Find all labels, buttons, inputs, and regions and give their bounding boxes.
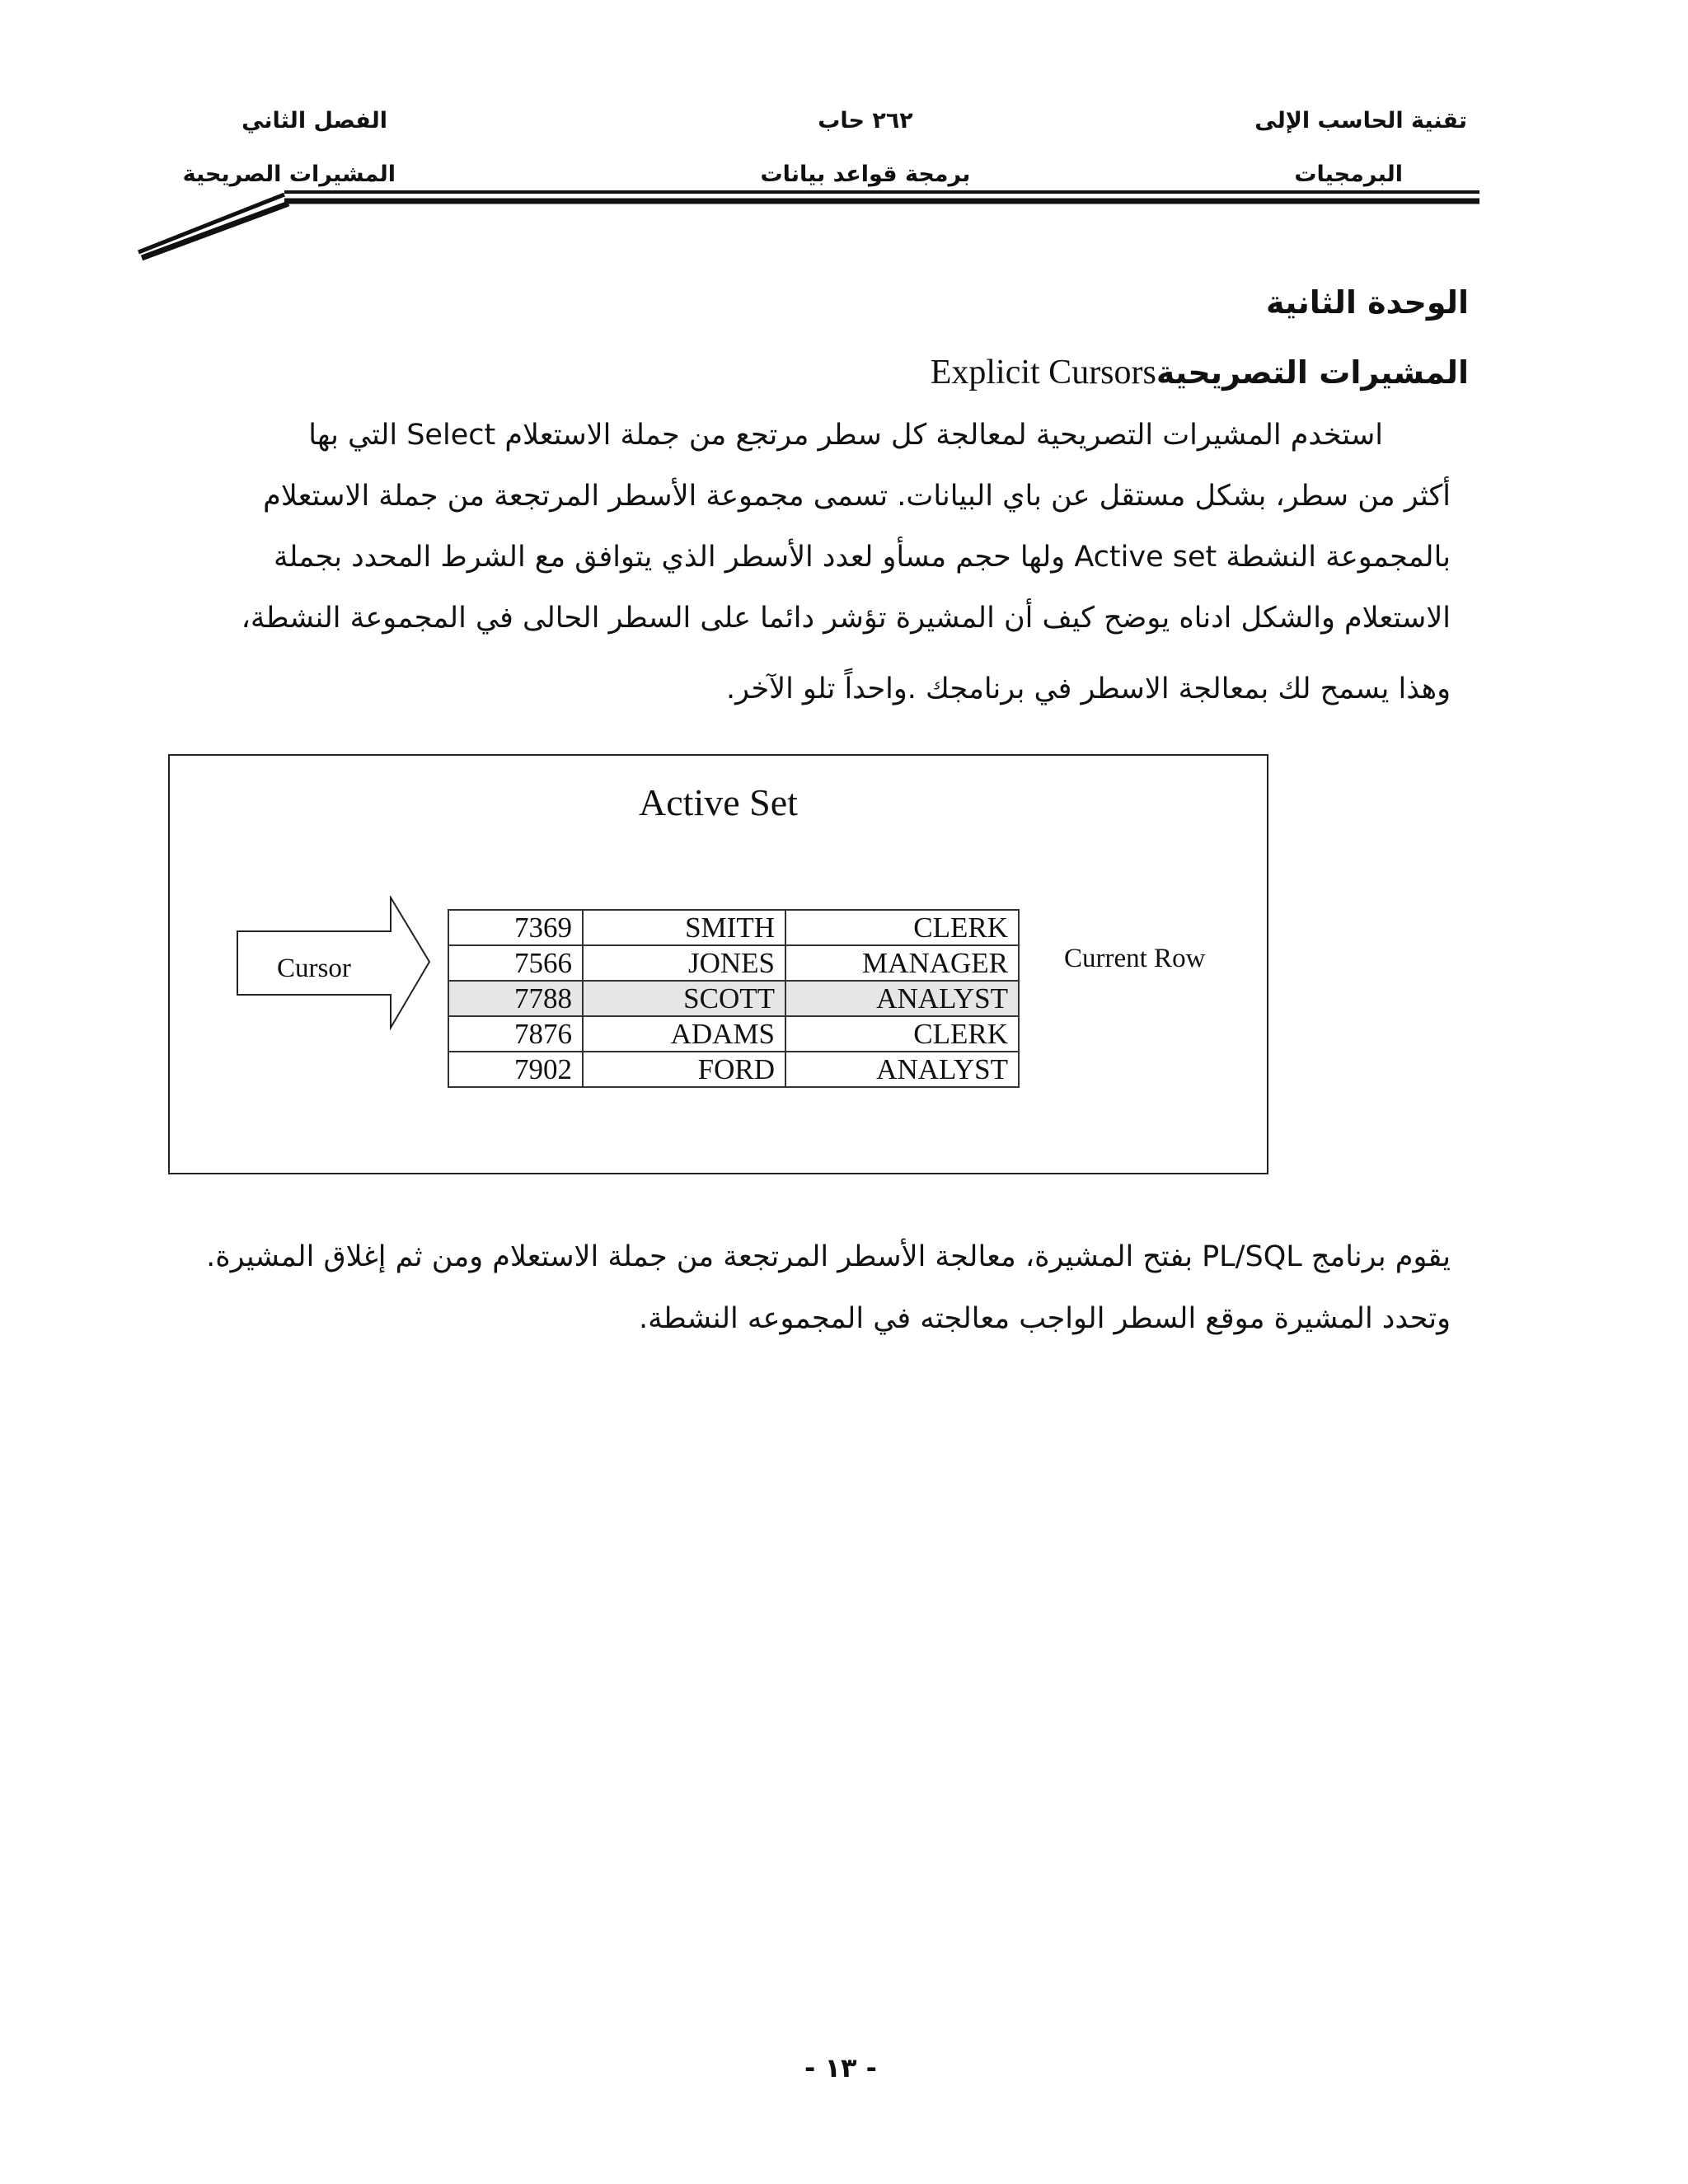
paragraph-1-line-2: أكثر من سطر، بشكل مستقل عن باي البيانات. تسمى مجموعة الأسطر المرتجعة من جملة الاستعلام [263,480,1451,513]
header-track: البرمجيات [1294,162,1403,187]
table-row [448,1016,1019,1052]
emp-id-cell: 7902 [448,1052,583,1087]
table-row-current [448,981,1019,1016]
paragraph-1-line-1: استخدم المشيرات التصريحية لمعالجة كل سطر مرتجع من جملة الاستعلام Select التي بها [308,419,1383,452]
header-rule-decoration [0,0,1688,280]
section-title-en: Explicit Cursors [930,354,1156,391]
header-book-title: تقنية الحاسب الإلى [1254,108,1467,134]
emp-name-cell: SCOTT [583,981,785,1016]
unit-title: الوحدة الثانية [1265,284,1469,321]
paragraph-2-line-1: يقوم برنامج PL/SQL بفتح المشيرة، معالجة الأسطر المرتجعة من جملة الاستعلام ومن ثم إغلاق المشيرة. [206,1240,1451,1273]
emp-job-cell: ANALYST [785,1052,1019,1087]
table-row [448,1052,1019,1087]
emp-job-cell: CLERK [785,910,1019,945]
section-title-ar: المشيرات التصريحية [1156,354,1469,391]
active-set-title: Active Set [639,781,798,823]
active-set-table [448,909,1020,1088]
header-course-name: برمجة قواعد بيانات [760,162,971,187]
emp-id-cell: 7876 [448,1016,583,1052]
header-chapter-topic: المشيرات الصريحية [182,162,396,187]
paragraph-1-line-3: بالمجموعة النشطة Active set ولها حجم مسأو لعدد الأسطر الذي يتوافق مع الشرط المحدد بجملة [274,541,1451,574]
table-row [448,910,1019,945]
cursor-label: Cursor [277,954,351,983]
emp-job-cell: MANAGER [785,945,1019,981]
paragraph-1-line-5: وهذا يسمح لك بمعالجة الاسطر في برنامجك .واحداً تلو الآخر. [726,673,1451,705]
section-title [931,353,1469,392]
emp-name-cell: FORD [583,1052,785,1087]
emp-job-cell: ANALYST [785,981,1019,1016]
header-chapter: الفصل الثاني [241,108,387,134]
emp-name-cell: ADAMS [583,1016,785,1052]
emp-id-cell: 7788 [448,981,583,1016]
emp-id-cell: 7566 [448,945,583,981]
table-row [448,945,1019,981]
header-course-code: ٢٦٢ حاب [818,108,913,134]
emp-job-cell: CLERK [785,1016,1019,1052]
current-row-label: Current Row [1064,944,1206,973]
emp-name-cell: SMITH [583,910,785,945]
page-number: - ١٣ - [804,2052,877,2083]
emp-name-cell: JONES [583,945,785,981]
paragraph-2-line-2: وتحدد المشيرة موقع السطر الواجب معالجته في المجموعه النشطة. [638,1302,1451,1335]
active-set-diagram [168,754,1268,1174]
paragraph-1-line-4: الاستعلام والشكل ادناه يوضح كيف أن المشيرة تؤشر دائما على السطر الحالى في المجموعة النشطة، [241,602,1451,635]
emp-id-cell: 7369 [448,910,583,945]
